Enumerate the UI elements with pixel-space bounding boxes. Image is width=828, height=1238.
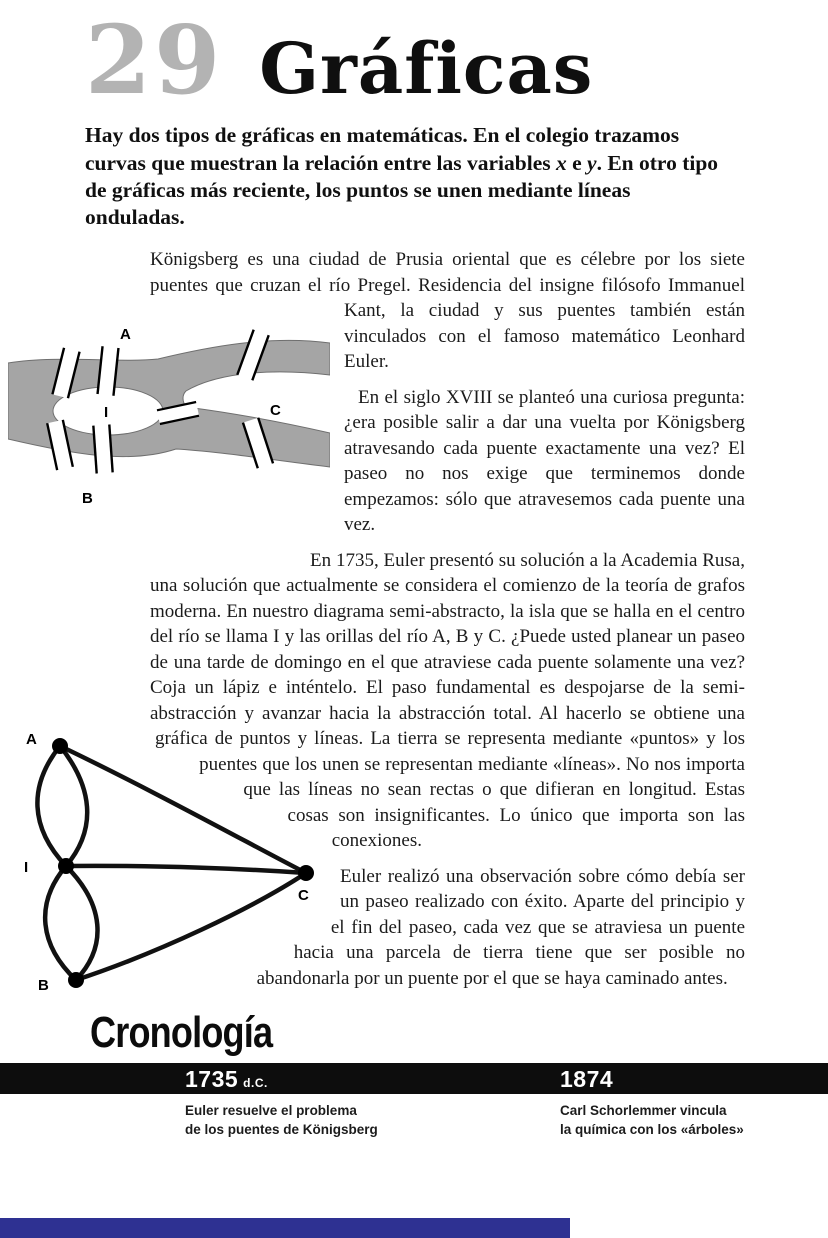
intro-paragraph: [85, 122, 733, 231]
year-era: d.C.: [243, 1075, 268, 1090]
intro-text-part: Hay dos tipos de gráficas en matemáticas. En el colegio trazamos curvas que muestran la relación entre las variables: [85, 123, 680, 175]
paragraph-euler-solution: En 1735, Euler presentó su solución a la Academia Rusa, una solución que actualmente se considera el comienzo de la teoría de grafos moderna. En nuestro diagrama semi-abstracto, la isla que se halla en el centro del río se llama I y las orillas del río A, B y C. ¿Puede usted planear un paseo de una tarde de domingo en el que atraviese cada puente solamente una vez? Coja un lápiz e inténtelo. El paso fundamental es despojarse de la semi-abstracción y avanzar hacia la abstracción total. Al hacerlo se obtiene una gráfica de puntos y líneas. La tierra se representa mediante «puntos» y los puentes que los unen se representan mediante «líneas». No nos importa que las líneas no sean rectas o que difieran en longitud. Estas cosas son insignificantes. Lo único que importa son las conexiones.: [150, 549, 745, 852]
year-value: 1874: [560, 1065, 614, 1092]
timeline-entry-line: Euler resuelve el problema: [185, 1102, 357, 1118]
map-label-a: A: [120, 326, 131, 344]
map-label-c: C: [270, 402, 281, 420]
graph-label-i: I: [24, 858, 29, 876]
vertex-a: [52, 738, 68, 754]
page-title: Gráficas: [259, 27, 594, 110]
timeline-section: [0, 1009, 828, 1150]
year-value: 1735: [185, 1065, 239, 1092]
timeline-year-1735: [185, 1066, 268, 1093]
timeline-entry-1735: [185, 1102, 378, 1140]
vertex-c: [298, 865, 314, 881]
vertex-i: [58, 858, 74, 874]
body-text: [0, 247, 828, 994]
variable-x: x: [555, 150, 567, 175]
chapter-header: [0, 0, 828, 116]
graph-label-c: C: [298, 886, 309, 904]
paragraph-euler-observation: Euler realizó una observación sobre cómo debía ser un paseo realizado con éxito. Aparte del principio y el fin del paseo, cada vez que se atraviesa un puente hacia una parcela de tierra tiene que ser posible no abandonarla por un puente por el que se haya caminado antes.: [256, 865, 745, 989]
edge-a-i-right: [60, 746, 87, 866]
graph-label-b: B: [38, 976, 49, 994]
timeline-heading: Cronología: [90, 1007, 273, 1057]
map-label-i: I: [104, 404, 109, 422]
edge-i-c: [66, 866, 306, 873]
variable-y: y: [587, 150, 597, 175]
paragraph-koenigsberg: Königsberg es una ciudad de Prusia oriental que es célebre por los siete puentes que cruzan el río Pregel. Residencia del insigne filósofo Immanuel Kant, la ciudad y sus puentes también están vinculados con el famoso matemático Leonhard Euler.: [150, 249, 745, 373]
graph-label-a: A: [26, 730, 37, 748]
timeline-year-1874: [560, 1066, 618, 1093]
intro-text-part: e: [566, 150, 588, 175]
bottom-accent-bar: [0, 1218, 570, 1238]
bridge-b-i-2: [93, 425, 112, 474]
timeline-entry-1874: [560, 1102, 744, 1140]
timeline-entry-line: de los puentes de Königsberg: [185, 1121, 378, 1137]
intro-text-part: . En otro tipo de gráficas más reciente, los puntos se unen mediante líneas onduladas.: [85, 150, 719, 230]
timeline-entry-line: la química con los «árboles»: [560, 1121, 744, 1137]
edge-a-i-left: [37, 746, 66, 866]
chapter-number: 29: [85, 5, 224, 116]
paragraph-question: En el siglo XVIII se planteó una curiosa pregunta: ¿era posible salir a dar una vuelta por Königsberg atravesando cada puente exactamente una vez? El paseo no nos exige que terminemos donde empezamos: sólo que atravesemos cada puente una vez.: [344, 386, 745, 536]
map-label-b: B: [82, 490, 93, 508]
timeline-entry-line: Carl Schorlemmer vincula: [560, 1102, 727, 1118]
timeline-descriptions: [0, 1102, 828, 1150]
edge-i-b-left: [45, 866, 76, 980]
timeline-bar: [0, 1063, 828, 1094]
bridge-a-i-2: [98, 347, 119, 396]
edge-i-b-right: [66, 866, 98, 980]
koenigsberg-map-illustration: [8, 321, 330, 513]
vertex-b: [68, 972, 84, 988]
koenigsberg-map-figure: [8, 321, 330, 513]
edge-b-c: [76, 873, 306, 980]
